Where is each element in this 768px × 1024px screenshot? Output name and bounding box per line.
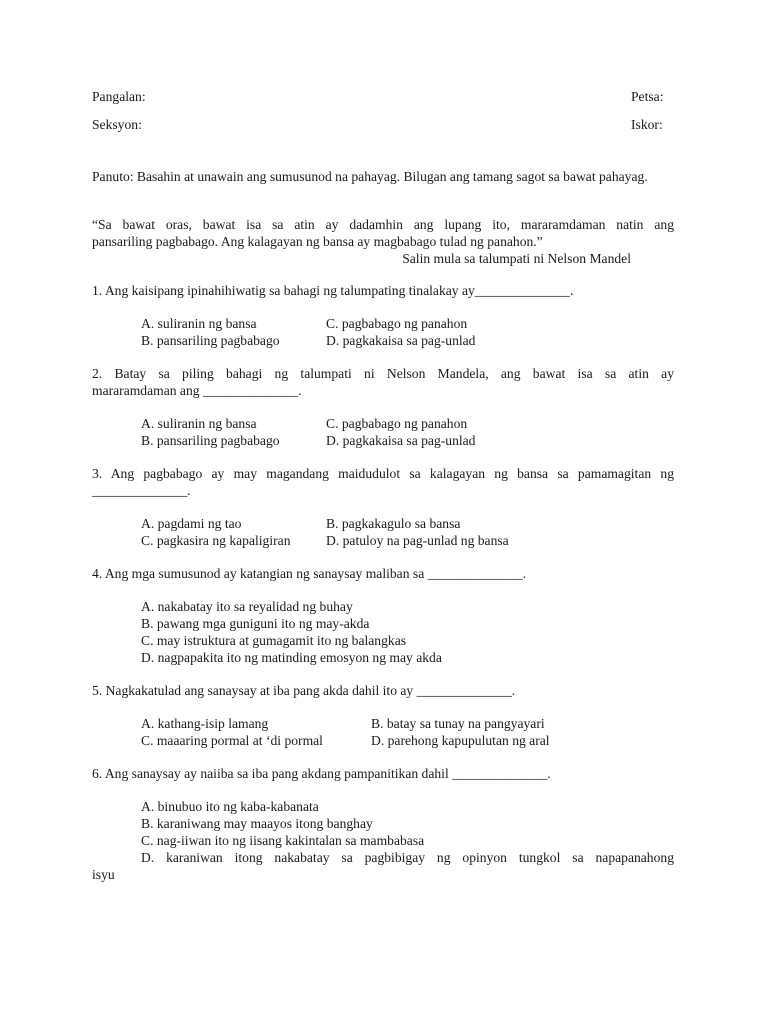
choice-a[interactable]: A. suliranin ng bansa [141,316,257,331]
choices [92,798,674,883]
choice-d[interactable]: D. karaniwan itong nakabatay sa pagbibigay ng opinyon tungkol sa napapanahong [141,850,674,865]
choices [141,715,674,749]
choice-b[interactable]: B. pagkakagulo sa bansa [326,516,461,531]
choice-b[interactable]: B. karaniwang may maayos itong banghay [141,816,373,831]
choice-b[interactable]: B. pansariling pagbabago [141,433,280,448]
question-2 [92,365,674,449]
choice-d[interactable]: D. nagpapakita ito ng matinding emosyon ng may akda [141,650,442,665]
choice-b[interactable]: B. pansariling pagbabago [141,333,280,348]
choice-a[interactable]: A. nakabatay ito sa reyalidad ng buhay [141,599,353,614]
choice-c[interactable]: C. nag-iiwan ito ng iisang kakintalan sa mambabasa [141,833,425,848]
question-text-line-1: 2. Batay sa piling bahagi ng talumpati ni Nelson Mandela, ang bawat isa sa atin ay [92,366,674,381]
choice-a[interactable]: A. suliranin ng bansa [141,416,257,431]
choices [141,515,674,549]
question-1 [92,282,674,349]
choice-c[interactable]: C. pagkasira ng kapaligiran [141,533,291,548]
choice-a[interactable]: A. kathang-isip lamang [141,716,269,731]
choice-c[interactable]: C. pagbabago ng panahon [326,316,468,331]
choice-b[interactable]: B. pawang mga guniguni ito ng may-akda [141,616,370,631]
choice-d[interactable]: D. patuloy na pag-unlad ng bansa [326,533,509,548]
choice-c[interactable]: C. may istruktura at gumagamit ito ng balangkas [141,633,407,648]
question-text: 4. Ang mga sumusunod ay katangian ng sanaysay maliban sa ______________. [92,566,527,581]
choice-b[interactable]: B. batay sa tunay na pangyayari [371,716,545,731]
section-label: Seksyon: [92,117,142,132]
choice-d[interactable]: D. pagkakaisa sa pag-unlad [326,333,476,348]
question-text-line-2: ______________. [92,483,191,498]
choice-c[interactable]: C. pagbabago ng panahon [326,416,468,431]
passage [92,216,674,267]
question-text: 5. Nagkakatulad ang sanaysay at iba pang akda dahil ito ay ______________. [92,683,516,698]
question-5 [92,682,674,749]
question-6 [92,765,674,883]
date-label: Petsa: [631,89,664,104]
passage-line-1: “Sa bawat oras, bawat isa sa atin ay dadamhin ang lupang ito, mararamdaman natin ang [92,217,674,232]
score-label: Iskor: [631,117,663,132]
question-text: 6. Ang sanaysay ay naiiba sa iba pang akdang pampanitikan dahil ______________. [92,766,551,781]
question-text: 1. Ang kaisipang ipinahihiwatig sa bahagi ng talumpating tinalakay ay______________. [92,283,574,298]
choice-a[interactable]: A. binubuo ito ng kaba-kabanata [141,799,319,814]
choice-c[interactable]: C. maaaring pormal at ‘di pormal [141,733,323,748]
passage-source: Salin mula sa talumpati ni Nelson Mandel [402,251,631,266]
name-label: Pangalan: [92,89,146,104]
choice-d[interactable]: D. pagkakaisa sa pag-unlad [326,433,476,448]
worksheet-page [92,88,674,883]
question-text-line-1: 3. Ang pagbabago ay may magandang maidudulot sa kalagayan ng bansa sa pamamagitan ng [92,466,674,481]
passage-line-2: pansariling pagbabago. Ang kalagayan ng bansa ay magbabago tulad ng panahon.” [92,234,543,249]
choice-d[interactable]: D. parehong kapupulutan ng aral [371,733,550,748]
header-row-2 [92,116,674,133]
question-4 [92,565,674,666]
choice-d-continuation: isyu [92,867,115,882]
choices [141,598,674,666]
choice-a[interactable]: A. pagdami ng tao [141,516,242,531]
question-3 [92,465,674,549]
choices [141,315,674,349]
header-row-1 [92,88,674,105]
question-text-line-2: mararamdaman ang ______________. [92,383,302,398]
instructions: Panuto: Basahin at unawain ang sumusunod na pahayag. Bilugan ang tamang sagot sa bawat pahayag. [92,169,648,184]
choices [141,415,674,449]
